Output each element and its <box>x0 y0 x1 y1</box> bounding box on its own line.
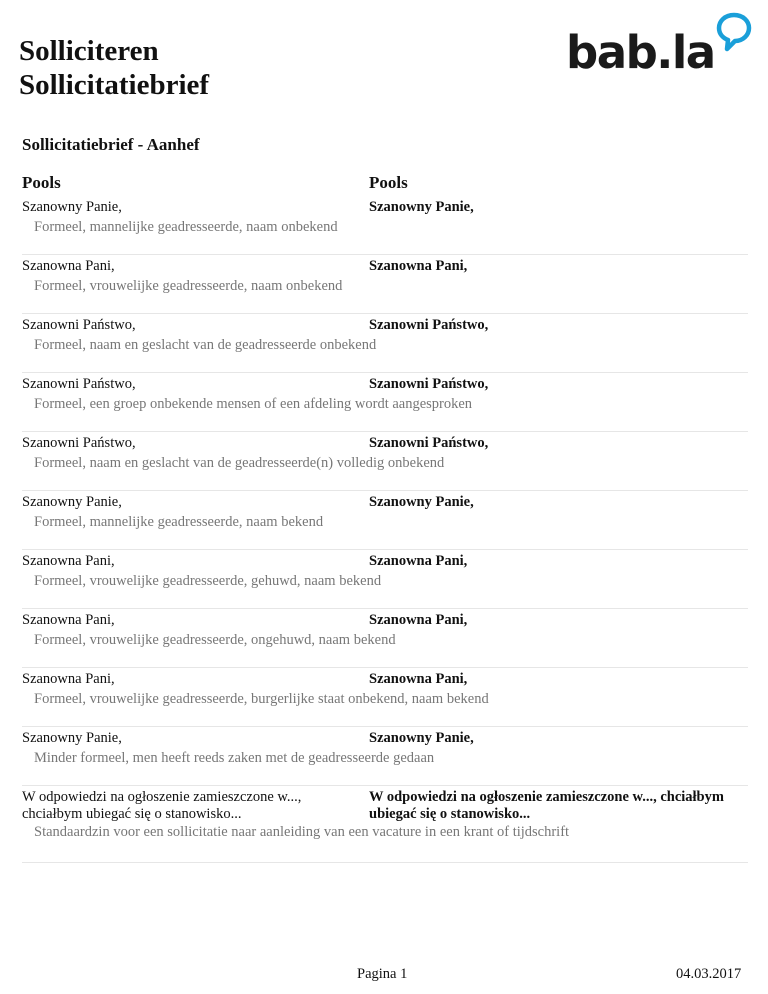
phrase-usage-note: Formeel, vrouwelijke geadresseerde, burgerlijke staat onbekend, naam bekend <box>34 691 489 707</box>
phrase-source: Szanowny Panie, <box>22 199 122 215</box>
document-date: 04.03.2017 <box>676 966 742 982</box>
phrase-row <box>22 196 748 255</box>
phrase-row <box>22 668 748 727</box>
phrase-source: Szanowni Państwo, <box>22 435 136 451</box>
phrase-usage-note: Formeel, naam en geslacht van de geadresseerde(n) volledig onbekend <box>34 455 445 471</box>
phrase-source: Szanowny Panie, <box>22 730 122 746</box>
phrase-source: W odpowiedzi na ogłoszenie zamieszczone w..., chciałbym ubiegać się o stanowisko... <box>22 789 302 822</box>
column-header-source: Pools <box>22 173 61 192</box>
phrase-usage-note: Formeel, vrouwelijke geadresseerde, naam onbekend <box>34 278 343 294</box>
phrase-row <box>22 314 748 373</box>
phrase-source: Szanowny Panie, <box>22 494 122 510</box>
phrase-row <box>22 373 748 432</box>
phrase-translation: Szanowni Państwo, <box>369 435 489 451</box>
phrase-usage-note: Formeel, mannelijke geadresseerde, naam bekend <box>34 514 324 530</box>
phrase-usage-note: Formeel, mannelijke geadresseerde, naam onbekend <box>34 219 338 235</box>
phrase-translation: Szanowny Panie, <box>369 199 474 215</box>
phrase-translation: Szanowna Pani, <box>369 553 468 569</box>
phrase-row <box>22 255 748 314</box>
column-header-target: Pools <box>369 173 408 192</box>
speech-bubble-icon <box>716 12 752 52</box>
phrase-translation: Szanowny Panie, <box>369 730 474 746</box>
phrase-row <box>22 550 748 609</box>
phrase-usage-note: Minder formeel, men heeft reeds zaken met de geadresseerde gedaan <box>34 750 435 766</box>
logo-text: bab.la <box>566 26 715 79</box>
phrase-row <box>22 609 748 668</box>
phrase-source: Szanowna Pani, <box>22 671 115 687</box>
phrase-usage-note: Formeel, vrouwelijke geadresseerde, gehuwd, naam bekend <box>34 573 382 589</box>
phrase-translation: Szanowna Pani, <box>369 612 468 628</box>
phrase-translation: Szanowni Państwo, <box>369 376 489 392</box>
phrase-translation: Szanowni Państwo, <box>369 317 489 333</box>
babla-logo <box>566 12 752 78</box>
page-header <box>19 34 209 102</box>
phrase-translation: W odpowiedzi na ogłoszenie zamieszczone w..., chciałbym ubiegać się o stanowisko... <box>369 789 724 822</box>
phrase-source: Szanowna Pani, <box>22 612 115 628</box>
phrase-source: Szanowna Pani, <box>22 553 115 569</box>
phrase-translation: Szanowna Pani, <box>369 671 468 687</box>
page-subtitle: Sollicitatiebrief <box>19 69 210 101</box>
section-title: Sollicitatiebrief - Aanhef <box>22 135 200 154</box>
phrase-row <box>22 786 748 863</box>
phrase-row <box>22 491 748 550</box>
phrase-usage-note: Formeel, naam en geslacht van de geadresseerde onbekend <box>34 337 377 353</box>
phrase-source: Szanowna Pani, <box>22 258 115 274</box>
phrase-usage-note: Formeel, vrouwelijke geadresseerde, ongehuwd, naam bekend <box>34 632 396 648</box>
phrase-usage-note: Formeel, een groep onbekende mensen of een afdeling wordt aangesproken <box>34 396 473 412</box>
phrase-usage-note: Standaardzin voor een sollicitatie naar aanleiding van een vacature in een krant of tijdschrift <box>34 824 570 840</box>
phrase-row <box>22 727 748 786</box>
phrase-row <box>22 432 748 491</box>
phrase-translation: Szanowny Panie, <box>369 494 474 510</box>
phrase-translation: Szanowna Pani, <box>369 258 468 274</box>
phrase-source: Szanowni Państwo, <box>22 317 136 333</box>
phrase-list <box>22 196 748 863</box>
phrase-source: Szanowni Państwo, <box>22 376 136 392</box>
page-title: Solliciteren <box>19 35 159 67</box>
page-number: Pagina 1 <box>357 966 408 982</box>
